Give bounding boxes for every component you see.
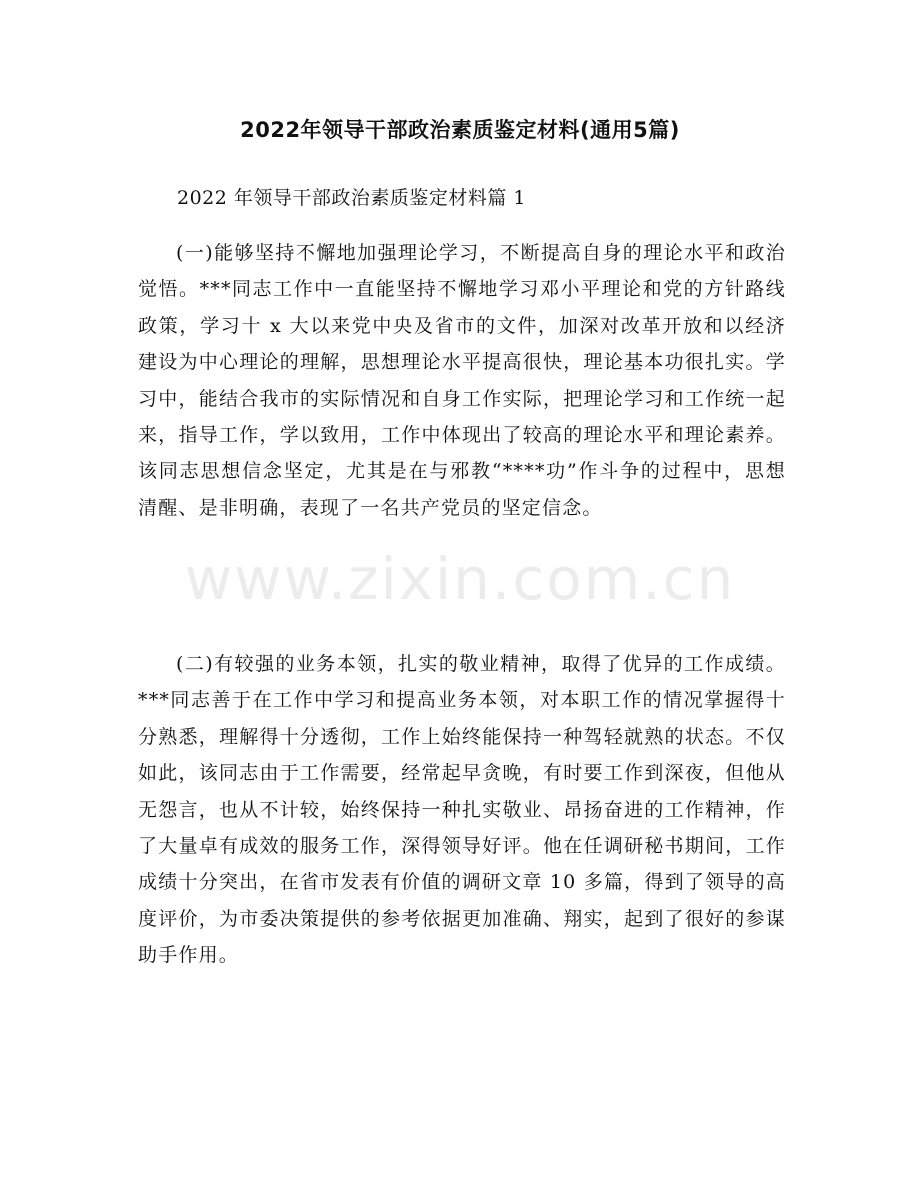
paragraph-2: (二)有较强的业务本领，扎实的敬业精神，取得了优异的工作成绩。***同志善于在工作中学习和提高业务本领，对本职工作的情况掌握得十分熟悉，理解得十分透彻，工作上始终能保持一种驾轻就熟的状态。不仅如此，该同志由于工作需要，经常起早贪晚，有时要工作到深夜，但他从无怨言，也从不计较，始终保持一种扎实敬业、昂扬奋进的工作精神，作了大量卓有成效的服务工作，深得领导好评。他在任调研秘书期间，工作成绩十分突出，在省市发表有价值的调研文章 10 多篇，得到了领导的高度评价，为市委决策提供的参考依据更加准确、翔实，起到了很好的参谋助手作用。 bbox=[138, 653, 786, 967]
watermark: www.zixin.com.cn bbox=[184, 545, 736, 613]
paragraph-1: (一)能够坚持不懈地加强理论学习，不断提高自身的理论水平和政治觉悟。***同志工作中一直能坚持不懈地学习邓小平理论和党的方针路线政策，学习十 x 大以来党中央及省市的文件，加深对改革开放和以经济建设为中心理论的理解，思想理论水平提高很快，理论基本功很扎实。学习中，能结合我市的实际情况和自身工作实际，把理论学习和工作统一起来，指导工作，学以致用，工作中体现出了较高的理论水平和理论素养。该同志思想信念坚定，尤其是在与邪教“****功”作斗争的过程中，思想清醒、是非明确，表现了一名共产党员的坚定信念。 bbox=[138, 242, 786, 519]
document-title: 2022年领导干部政治素质鉴定材料(通用5篇) bbox=[240, 118, 680, 142]
section-heading: 2022 年领导干部政治素质鉴定材料篇 1 bbox=[177, 187, 527, 209]
